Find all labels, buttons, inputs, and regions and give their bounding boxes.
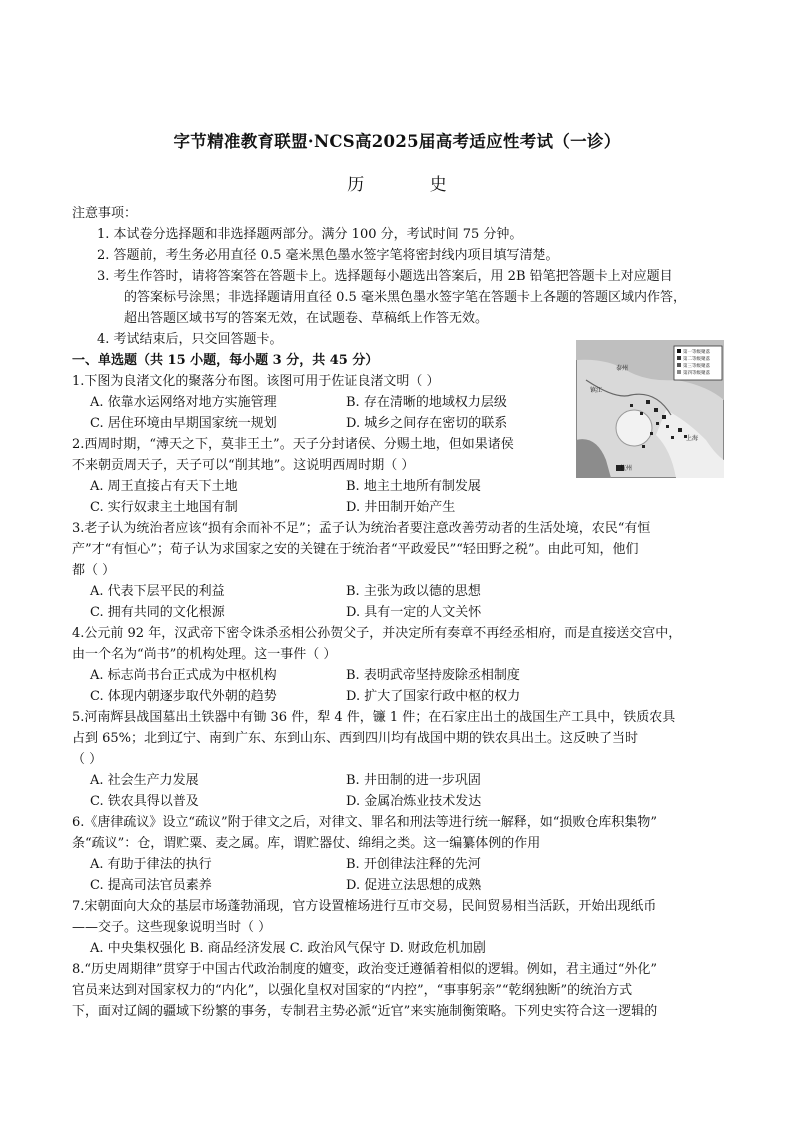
notice-heading: 注意事项： [72, 206, 138, 221]
q1-option-d: D. 城乡之间存在密切的联系 [346, 416, 508, 431]
q1-option-a: A. 依靠水运网络对地方实施管理 [90, 395, 277, 410]
q3-option-b: B. 主张为政以德的思想 [346, 584, 481, 599]
q6-option-a: A. 有助于律法的执行 [90, 857, 212, 872]
question-6-stem: 6.《唐律疏议》设立“疏议”附于律文之后，对律文、罪名和刑法等进行统一解释，如“损败仓库积集物” [72, 815, 657, 830]
legend-item: 第三等级聚落 [683, 364, 710, 369]
question-6-stem-cont: 条“疏议”：仓，谓贮粟、麦之属。库，谓贮器仗、绵绢之类。这一编纂体例的作用 [72, 836, 541, 851]
q5-option-a: A. 社会生产力发展 [90, 773, 199, 788]
q1-option-c: C. 居住环境由早期国家统一规划 [90, 416, 277, 431]
question-2-stem: 2.西周时期，“溥天之下，莫非王土”。天子分封诸侯、分赐土地，但如果诸侯 [72, 437, 514, 452]
q5-option-b: B. 井田制的进一步巩固 [346, 773, 481, 788]
subject-title: 历 史 [347, 175, 477, 195]
notice-item-2: 2. 答题前，考生务必用直径 0.5 毫米黑色墨水签字笔将密封线内项目填写清楚。 [97, 248, 559, 263]
q2-option-a: A. 周王直接占有天下土地 [90, 479, 238, 494]
q2-option-b: B. 地主土地所有制发展 [346, 479, 481, 494]
question-7-stem: 7.宋朝面向大众的基层市场蓬勃涌现，官方设置榷场进行互市交易，民间贸易相当活跃，开始出现纸币 [72, 899, 657, 914]
q4-option-d: D. 扩大了国家行政中枢的权力 [346, 689, 521, 704]
map-label: 镇江 [590, 387, 603, 394]
question-8-stem: 8.“历史周期律”贯穿于中国古代政治制度的嬗变，政治变迁遵循着相似的逻辑。例如，君主通过“外化” [72, 962, 657, 977]
question-4-stem: 4.公元前 92 年，汉武帝下密令诛杀丞相公孙贺父子，并决定所有奏章不再经丞相府，而是直接送交宫中， [72, 626, 682, 641]
question-3-stem: 3.老子认为统治者应该“损有余而补不足”；孟子认为统治者要注意改善劳动者的生活处境，农民“有恒 [72, 521, 651, 536]
q3-option-c: C. 拥有共同的文化根源 [90, 605, 225, 620]
q4-option-a: A. 标志尚书台正式成为中枢机构 [90, 668, 277, 683]
q2-option-c: C. 实行奴隶主土地国有制 [90, 500, 238, 515]
question-5-stem-cont2: （ ） [72, 752, 103, 767]
question-3-stem-cont2: 都（ ） [72, 563, 116, 578]
question-8-stem-cont2: 下，面对辽阔的疆域下纷繁的事务，专制君主势必派“近官”来实施制衡策略。下列史实符合这一逻辑的 [72, 1004, 658, 1019]
q5-option-c: C. 铁农具得以普及 [90, 794, 199, 809]
legend-item: 第二等级聚落 [683, 357, 710, 362]
notice-item-1: 1. 本试卷分选择题和非选择题两部分。满分 100 分，考试时间 75 分钟。 [97, 227, 523, 242]
q3-option-d: D. 具有一定的人文关怀 [346, 605, 482, 620]
question-3-stem-cont: 产”才“有恒心”；荀子认为求国家之安的关键在于统治者“平政爱民”“轻田野之税”。由此可知，他们 [72, 542, 639, 557]
q7-options: A. 中央集权强化 B. 商品经济发展 C. 政治风气保守 D. 财政危机加剧 [90, 941, 486, 956]
question-5-stem: 5.河南辉县战国墓出土铁器中有锄 36 件，犁 4 件，镰 1 件；在石家庄出土的战国生产工具中，铁质农具 [72, 710, 676, 725]
q5-option-d: D. 金属冶炼业技术发达 [346, 794, 482, 809]
question-1-stem: 1.下图为良渚文化的聚落分布图。该图可用于佐证良渚文明（ ） [72, 374, 440, 389]
notice-item-3-cont2: 超出答题区域书写的答案无效，在试题卷、草稿纸上作答无效。 [124, 311, 489, 326]
q4-option-c: C. 体现内朝逐步取代外朝的趋势 [90, 689, 277, 704]
exam-title: 字节精准教育联盟·NCS高2025届高考适应性考试（一诊） [173, 132, 621, 151]
q1-option-b: B. 存在清晰的地域权力层级 [346, 395, 507, 410]
legend-item: 第一等级聚落 [683, 350, 710, 355]
map-label: 杭州 [620, 465, 633, 472]
notice-item-3: 3. 考生作答时，请将答案答在答题卡上。选择题每小题选出答案后，用 2B 铅笔把答题卡上对应题目 [97, 269, 673, 284]
question-4-stem-cont: 由一个名为“尚书”的机构处理。这一事件（ ） [72, 647, 337, 662]
q2-option-d: D. 井田制开始产生 [346, 500, 456, 515]
question-5-stem-cont: 占到 65%；北到辽宁、南到广东、东到山东、西到四川均有战国中期的铁农具出土。这反映了当时 [72, 731, 639, 746]
q6-option-b: B. 开创律法注释的先河 [346, 857, 481, 872]
legend-item: 第四等级聚落 [683, 371, 710, 376]
map-label: 泰州 [616, 365, 629, 372]
map-label: 上海 [686, 435, 699, 442]
q6-option-c: C. 提高司法官员素养 [90, 878, 212, 893]
question-2-stem-cont: 不来朝贡周天子，天子可以“削其地”。这说明西周时期（ ） [72, 458, 415, 473]
q4-option-b: B. 表明武帝坚持废除丞相制度 [346, 668, 520, 683]
question-8-stem-cont: 官员来达到对国家权力的“内化”，以强化皇权对国家的“内控”，“事事躬亲”“乾纲独断”的统治方式 [72, 983, 633, 998]
section-heading: 一、单选题（共 15 小题，每小题 3 分，共 45 分） [72, 353, 379, 368]
q3-option-a: A. 代表下层平民的利益 [90, 584, 225, 599]
q6-option-d: D. 促进立法思想的成熟 [346, 878, 482, 893]
question-7-stem-cont: ——交子。这些现象说明当时（ ） [72, 920, 272, 935]
notice-item-3-cont: 的答案标号涂黑；非选择题请用直径 0.5 毫米黑色墨水签字笔在答题卡上各题的答题区域内作答， [124, 290, 686, 305]
notice-item-4: 4. 考试结束后，只交回答题卡。 [97, 332, 283, 347]
